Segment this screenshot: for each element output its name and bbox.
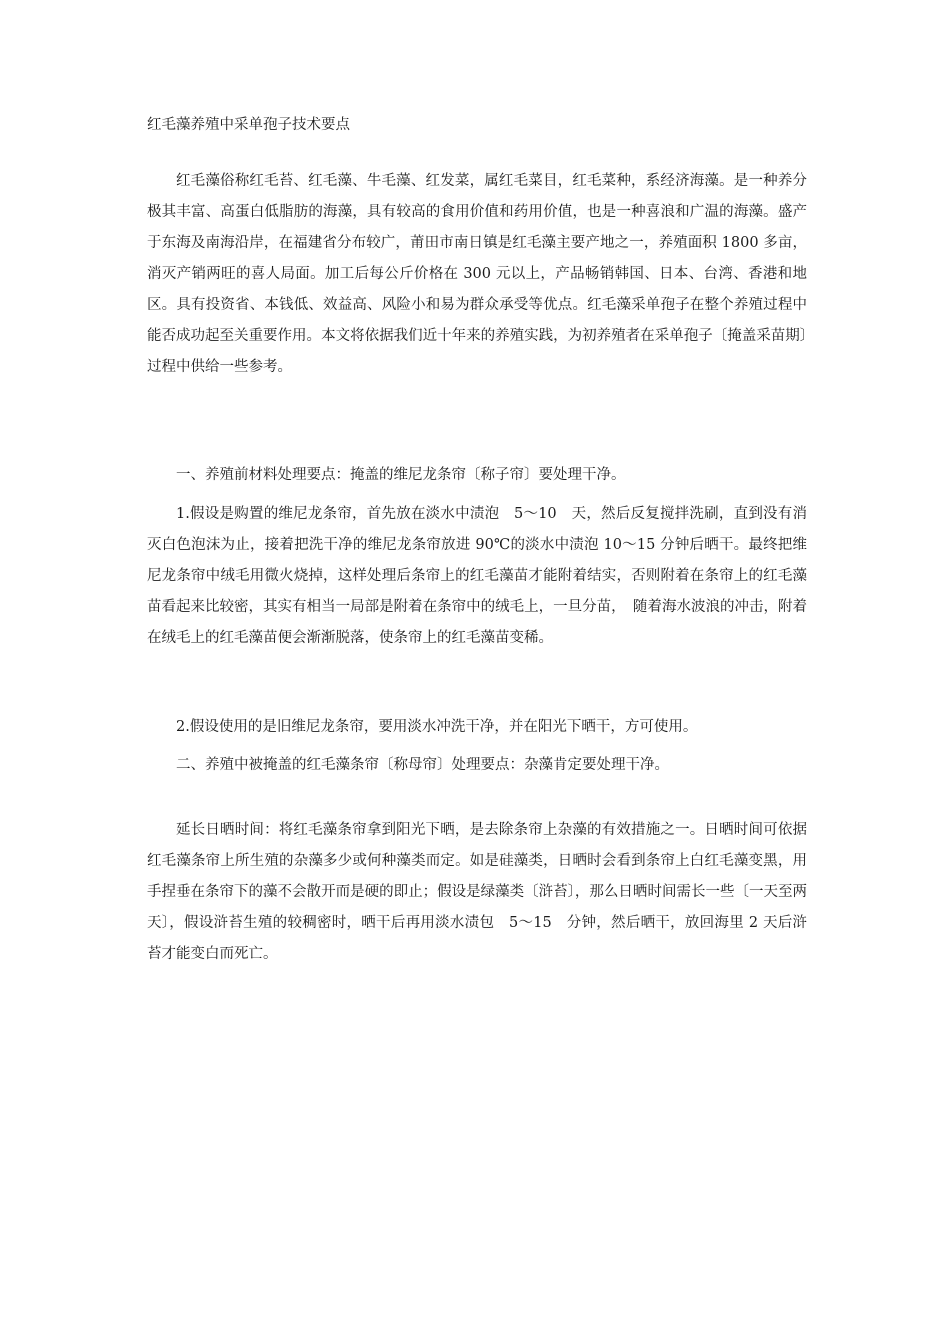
document-title: 红毛藻养殖中采单孢子技术要点 <box>147 117 350 133</box>
paragraph-item-1: 1.假设是购置的维尼龙条帘，首先放在淡水中渍泡 5～10 天，然后反复搅拌洗刷，直到没有消灭白色泡沫为止，接着把洗干净的维尼龙条帘放进 90℃的淡水中渍泡 10～15 分钟后晒干。最终把维尼龙条帘中绒毛用微火烧掉，这样处理后条帘上的红毛藻苗才能附着结实，否则附着在条帘上的红毛藻苗看起来比较密，其实有相当一局部是附着在条帘中的绒毛上，一旦分苗， 随着海水波浪的冲击，附着在绒毛上的红毛藻苗便会渐渐脱落，使条帘上的红毛藻苗变稀。 <box>147 505 807 646</box>
paragraph-intro: 红毛藻俗称红毛苔、红毛藻、牛毛藻、红发菜，属红毛菜目，红毛菜种，系经济海藻。是一种养分极其丰富、高蛋白低脂肪的海藻，具有较高的食用价值和药用价值，也是一种喜浪和广温的海藻。盛产于东海及南海沿岸，在福建省分布较广，莆田市南日镇是红毛藻主要产地之一，养殖面积 1800 多亩，消灭产销两旺的喜人局面。加工后每公斤价格在 300 元以上，产品畅销韩国、日本、台湾、香港和地区。具有投资省、本钱低、效益高、风险小和易为群众承受等优点。红毛藻采单孢子在整个养殖过程中能否成功起至关重要作用。本文将依据我们近十年来的养殖实践，为初养殖者在采单孢子〔掩盖采苗期〕过程中供给一些参考。 <box>147 172 807 375</box>
paragraph-section-1-heading: 一、养殖前材料处理要点：掩盖的维尼龙条帘〔称子帘〕要处理干净。 <box>176 466 626 483</box>
paragraph-item-2: 2.假设使用的是旧维尼龙条帘，要用淡水冲洗干净，并在阳光下晒干，方可使用。 <box>176 718 698 735</box>
paragraph-sun-drying: 延长日晒时间：将红毛藻条帘拿到阳光下晒，是去除条帘上杂藻的有效措施之一。日晒时间可依据红毛藻条帘上所生殖的杂藻多少或何种藻类而定。如是硅藻类，日晒时会看到条帘上白红毛藻变黑，用手捏垂在条帘下的藻不会散开而是硬的即止；假设是绿藻类〔浒苔〕，那么日晒时间需长一些〔一天至两天〕，假设浒苔生殖的较稠密时，晒干后再用淡水渍包 5～15 分钟，然后晒干，放回海里 2 天后浒苔才能变白而死亡。 <box>147 821 807 962</box>
paragraph-section-2-heading: 二、养殖中被掩盖的红毛藻条帘〔称母帘〕处理要点：杂藻肯定要处理干净。 <box>176 756 669 773</box>
